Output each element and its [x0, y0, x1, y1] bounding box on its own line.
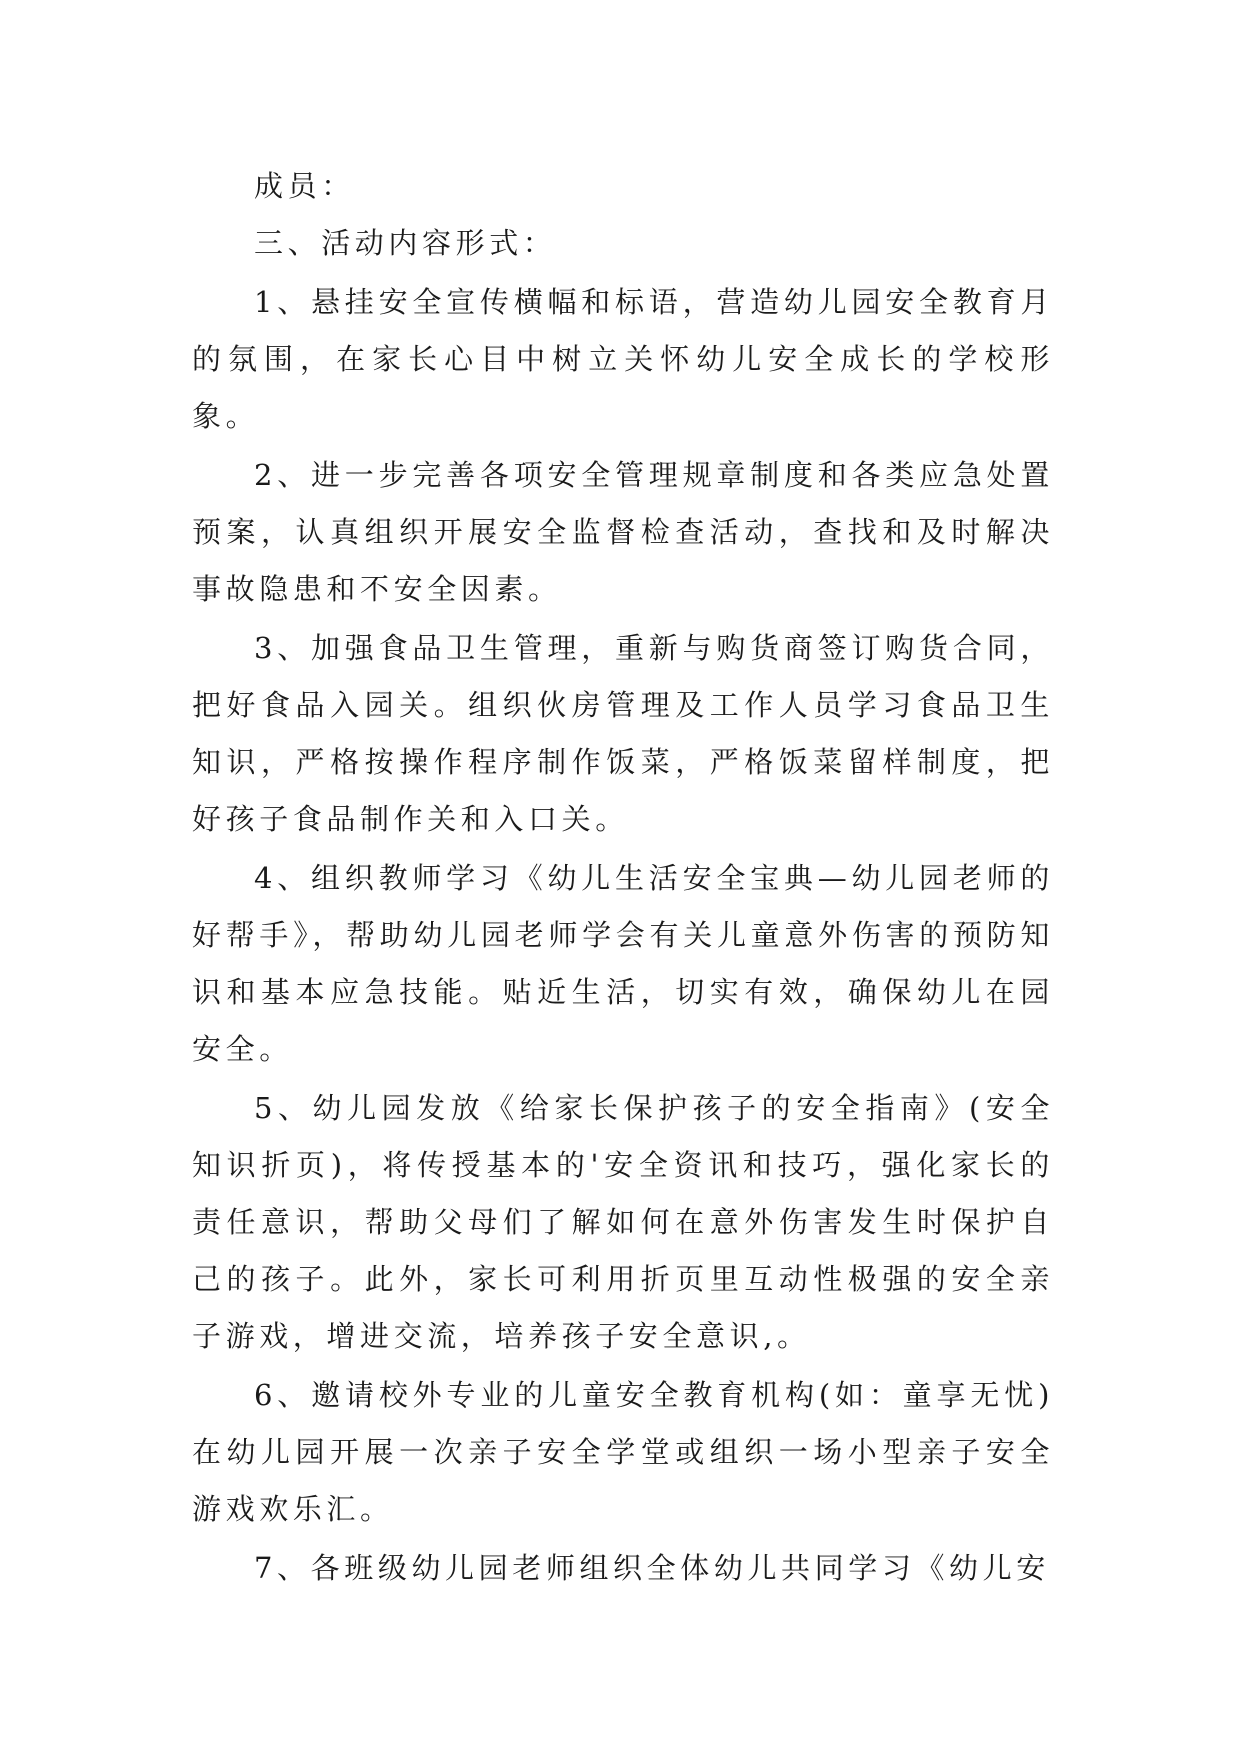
paragraph-item-3: 3、加强食品卫生管理，重新与购货商签订购货合同，把好食品入园关。组织伙房管理及工作人员学习食品卫生知识，严格按操作程序制作饭菜，严格饭菜留样制度，把好孩子食品制作关和入口关。 [192, 631, 1054, 836]
section-heading-activity-content: 三、活动内容形式： [254, 226, 557, 260]
paragraph-item-1: 1、悬挂安全宣传横幅和标语，营造幼儿园安全教育月的氛围，在家长心目中树立关怀幼儿安全成长的学校形象。 [192, 285, 1054, 433]
paragraph-item-2: 2、进一步完善各项安全管理规章制度和各类应急处置预案，认真组织开展安全监督检查活动，查找和及时解决事故隐患和不安全因素。 [192, 458, 1054, 606]
paragraph-members: 成员： [254, 169, 355, 203]
document-body [192, 158, 1054, 1597]
paragraph-item-4: 4、组织教师学习《幼儿生活安全宝典—幼儿园老师的好帮手》，帮助幼儿园老师学会有关儿童意外伤害的预防知识和基本应急技能。贴近生活，切实有效，确保幼儿在园安全。 [192, 861, 1054, 1066]
paragraph-item-7: 7、各班级幼儿园老师组织全体幼儿共同学习《幼儿安 [254, 1551, 1050, 1585]
paragraph-item-6: 6、邀请校外专业的儿童安全教育机构(如：童享无忧)在幼儿园开展一次亲子安全学堂或组织一场小型亲子安全游戏欢乐汇。 [192, 1378, 1054, 1526]
paragraph-item-5: 5、幼儿园发放《给家长保护孩子的安全指南》(安全知识折页)，将传授基本的'安全资讯和技巧，强化家长的责任意识，帮助父母们了解如何在意外伤害发生时保护自己的孩子。此外，家长可利用折页里互动性极强的安全亲子游戏，增进交流，培养孩子安全意识,。 [192, 1091, 1054, 1353]
